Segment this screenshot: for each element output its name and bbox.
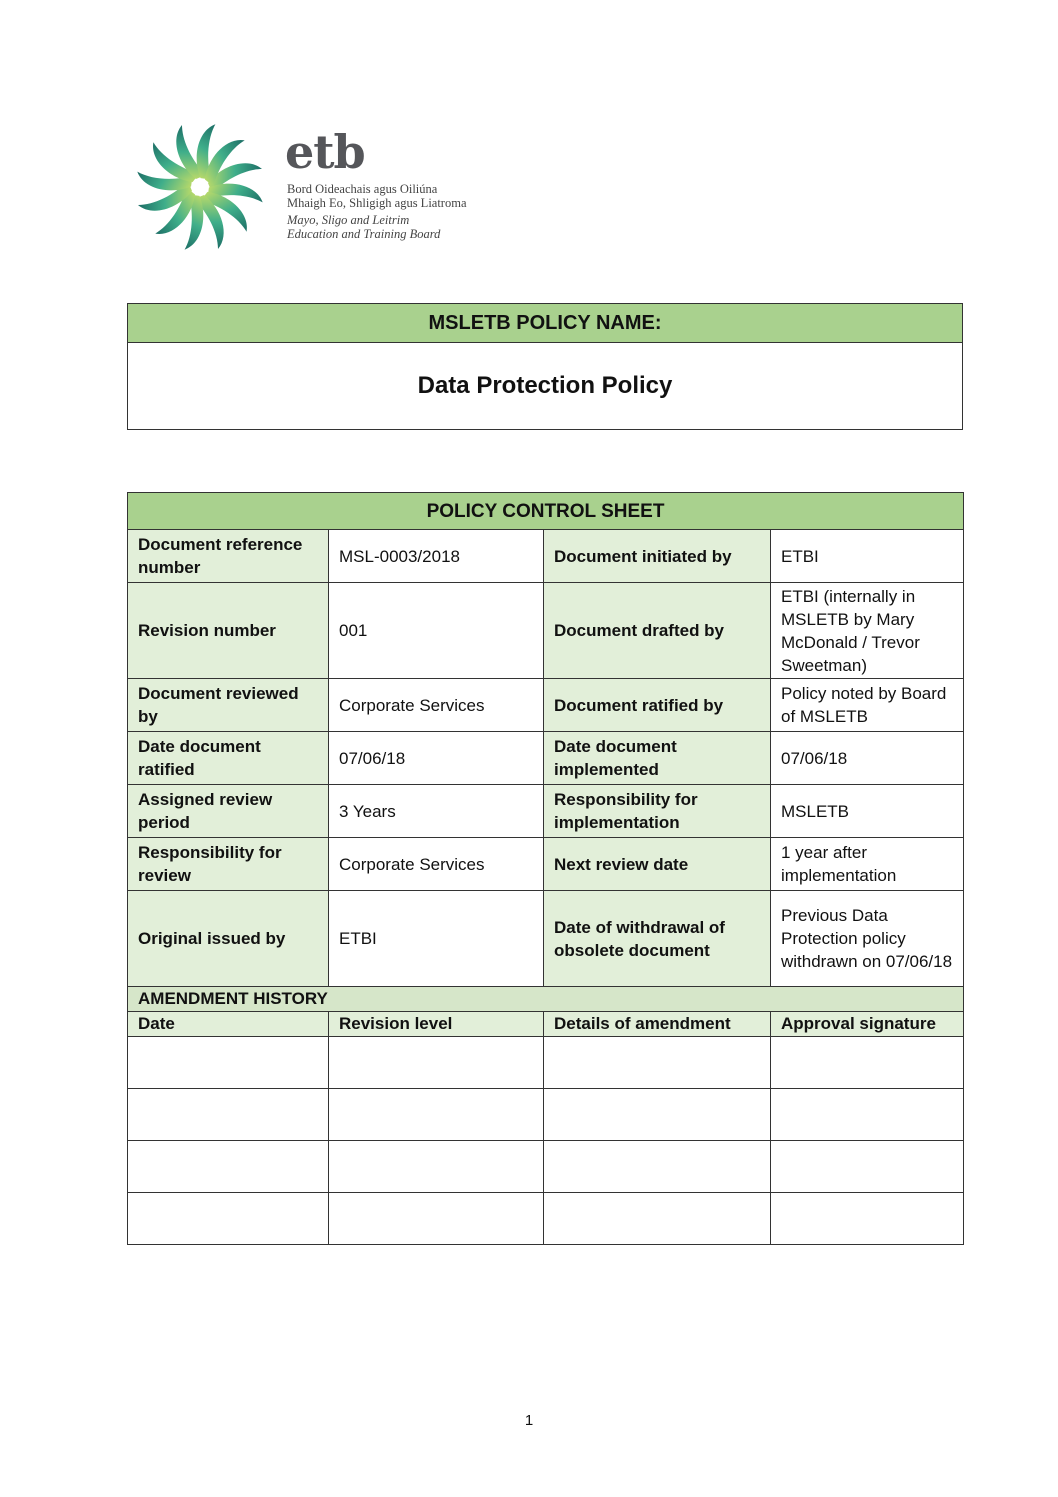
- amendment-cell: [771, 1193, 964, 1245]
- table-row: [128, 838, 964, 891]
- value-review-period: 3 Years: [329, 785, 544, 838]
- amendment-row: [128, 1037, 964, 1089]
- amendment-cell: [128, 1141, 329, 1193]
- label-revision-number: Revision number: [128, 583, 329, 679]
- control-sheet-title: POLICY CONTROL SHEET: [128, 493, 964, 530]
- amendment-cell: [771, 1089, 964, 1141]
- amendment-history-title: AMENDMENT HISTORY: [128, 987, 964, 1012]
- amendment-cell: [329, 1089, 544, 1141]
- logo-irish-line-1: Bord Oideachais agus Oiliúna: [287, 182, 438, 196]
- value-document-drafted-by: ETBI (internally in MSLETB by Mary McDonald / Trevor Sweetman): [771, 583, 964, 679]
- logo-irish-line-2: Mhaigh Eo, Shligigh agus Liatroma: [287, 196, 467, 210]
- label-original-issued-by: Original issued by: [128, 891, 329, 987]
- value-date-of-withdrawal: Previous Data Protection policy withdrawn on 07/06/18: [771, 891, 964, 987]
- amendment-row: [128, 1141, 964, 1193]
- column-header-date: Date: [128, 1012, 329, 1037]
- label-document-reviewed-by: Document reviewed by: [128, 679, 329, 732]
- policy-name-box: [127, 303, 963, 430]
- amendment-row: [128, 1089, 964, 1141]
- table-row: [128, 732, 964, 785]
- logo-english-line-2: Education and Training Board: [287, 227, 441, 241]
- table-row: [128, 583, 964, 679]
- value-document-reviewed-by: Corporate Services: [329, 679, 544, 732]
- amendment-column-headers: [128, 1012, 964, 1037]
- amendment-cell: [771, 1037, 964, 1089]
- amendment-cell: [128, 1037, 329, 1089]
- amendment-cell: [128, 1089, 329, 1141]
- label-next-review-date: Next review date: [544, 838, 771, 891]
- value-original-issued-by: ETBI: [329, 891, 544, 987]
- amendment-cell: [128, 1193, 329, 1245]
- policy-name-header: MSLETB POLICY NAME:: [128, 304, 962, 343]
- column-header-approval-signature: Approval signature: [771, 1012, 964, 1037]
- value-responsibility-review: Corporate Services: [329, 838, 544, 891]
- value-revision-number: 001: [329, 583, 544, 679]
- logo-english-line-1: Mayo, Sligo and Leitrim: [287, 213, 410, 227]
- amendment-cell: [544, 1141, 771, 1193]
- column-header-details: Details of amendment: [544, 1012, 771, 1037]
- value-date-ratified: 07/06/18: [329, 732, 544, 785]
- column-header-revision-level: Revision level: [329, 1012, 544, 1037]
- amendment-row: [128, 1193, 964, 1245]
- label-date-of-withdrawal: Date of withdrawal of obsolete document: [544, 891, 771, 987]
- label-document-initiated-by: Document initiated by: [544, 530, 771, 583]
- logo-wordmark: etb: [285, 125, 365, 179]
- amendment-cell: [329, 1141, 544, 1193]
- amendment-cell: [329, 1193, 544, 1245]
- value-responsibility-implementation: MSLETB: [771, 785, 964, 838]
- value-date-implemented: 07/06/18: [771, 732, 964, 785]
- label-document-drafted-by: Document drafted by: [544, 583, 771, 679]
- amendment-cell: [544, 1193, 771, 1245]
- amendment-cell: [329, 1037, 544, 1089]
- amendment-cell: [544, 1037, 771, 1089]
- label-responsibility-implementation: Responsibility for implementation: [544, 785, 771, 838]
- table-row: [128, 679, 964, 732]
- label-document-reference: Document reference number: [128, 530, 329, 583]
- value-next-review-date: 1 year after implementation: [771, 838, 964, 891]
- policy-control-sheet: [127, 492, 964, 1245]
- label-responsibility-review: Responsibility for review: [128, 838, 329, 891]
- label-document-ratified-by: Document ratified by: [544, 679, 771, 732]
- amendment-cell: [544, 1089, 771, 1141]
- etb-logo: [135, 122, 475, 252]
- value-document-ratified-by: Policy noted by Board of MSLETB: [771, 679, 964, 732]
- table-row: [128, 891, 964, 987]
- policy-title: Data Protection Policy: [417, 372, 673, 399]
- value-document-initiated-by: ETBI: [771, 530, 964, 583]
- page-number: 1: [524, 1412, 534, 1429]
- etb-swirl-logo-icon: [135, 122, 265, 252]
- label-date-ratified: Date document ratified: [128, 732, 329, 785]
- amendment-cell: [771, 1141, 964, 1193]
- label-review-period: Assigned review period: [128, 785, 329, 838]
- label-date-implemented: Date document implemented: [544, 732, 771, 785]
- value-document-reference: MSL-0003/2018: [329, 530, 544, 583]
- table-row: [128, 785, 964, 838]
- table-row: [128, 530, 964, 583]
